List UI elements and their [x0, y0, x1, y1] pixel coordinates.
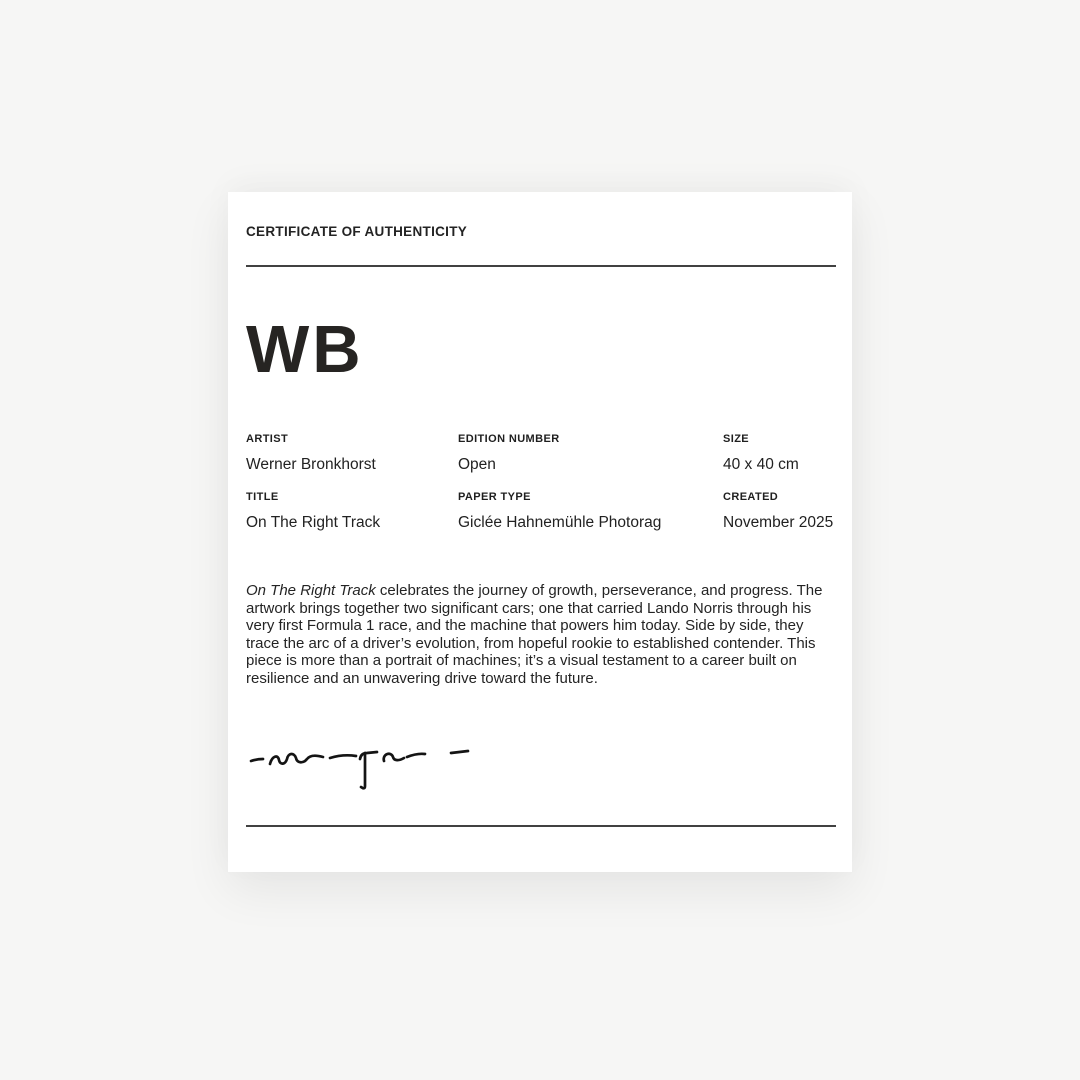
- field-size: [723, 434, 836, 473]
- field-paper-type: [458, 492, 723, 531]
- certificate-heading: CERTIFICATE OF AUTHENTICITY: [246, 224, 468, 239]
- artist-initials-logo: WB: [246, 312, 364, 387]
- details-grid: [246, 434, 836, 531]
- field-value: Giclée Hahnemühle Photorag: [458, 514, 662, 531]
- field-value: Open: [458, 456, 496, 473]
- top-divider: [246, 265, 836, 267]
- artwork-title-inline: On The Right Track: [246, 582, 376, 599]
- field-value: November 2025: [723, 514, 834, 531]
- field-label: ARTIST: [246, 433, 289, 445]
- field-label: TITLE: [246, 491, 279, 503]
- field-label: CREATED: [723, 491, 779, 503]
- artwork-description: [246, 582, 838, 688]
- field-value: Werner Bronkhorst: [246, 456, 376, 473]
- field-artist: [246, 434, 458, 473]
- bottom-divider: [246, 825, 836, 827]
- certificate-card: [228, 192, 852, 872]
- field-label: PAPER TYPE: [458, 491, 531, 503]
- field-created: [723, 492, 836, 531]
- field-value: On The Right Track: [246, 514, 381, 531]
- field-edition-number: [458, 434, 723, 473]
- field-label: SIZE: [723, 433, 750, 445]
- artist-signature-scribble: [246, 738, 478, 796]
- field-title: [246, 492, 458, 531]
- description-text: celebrates the journey of growth, perseverance, and progress. The artwork brings together two significant cars; one that carried Lando Norris through his very first Formula 1 race, and the machine that powers him today. Side by side, they trace the arc of a driver’s evolution, from hopeful rookie to established contender. This piece is more than a portrait of machines; it’s a visual testament to a career built on resilience and an unwavering drive toward the future.: [246, 582, 823, 687]
- field-value: 40 x 40 cm: [723, 456, 799, 473]
- field-label: EDITION NUMBER: [458, 433, 560, 445]
